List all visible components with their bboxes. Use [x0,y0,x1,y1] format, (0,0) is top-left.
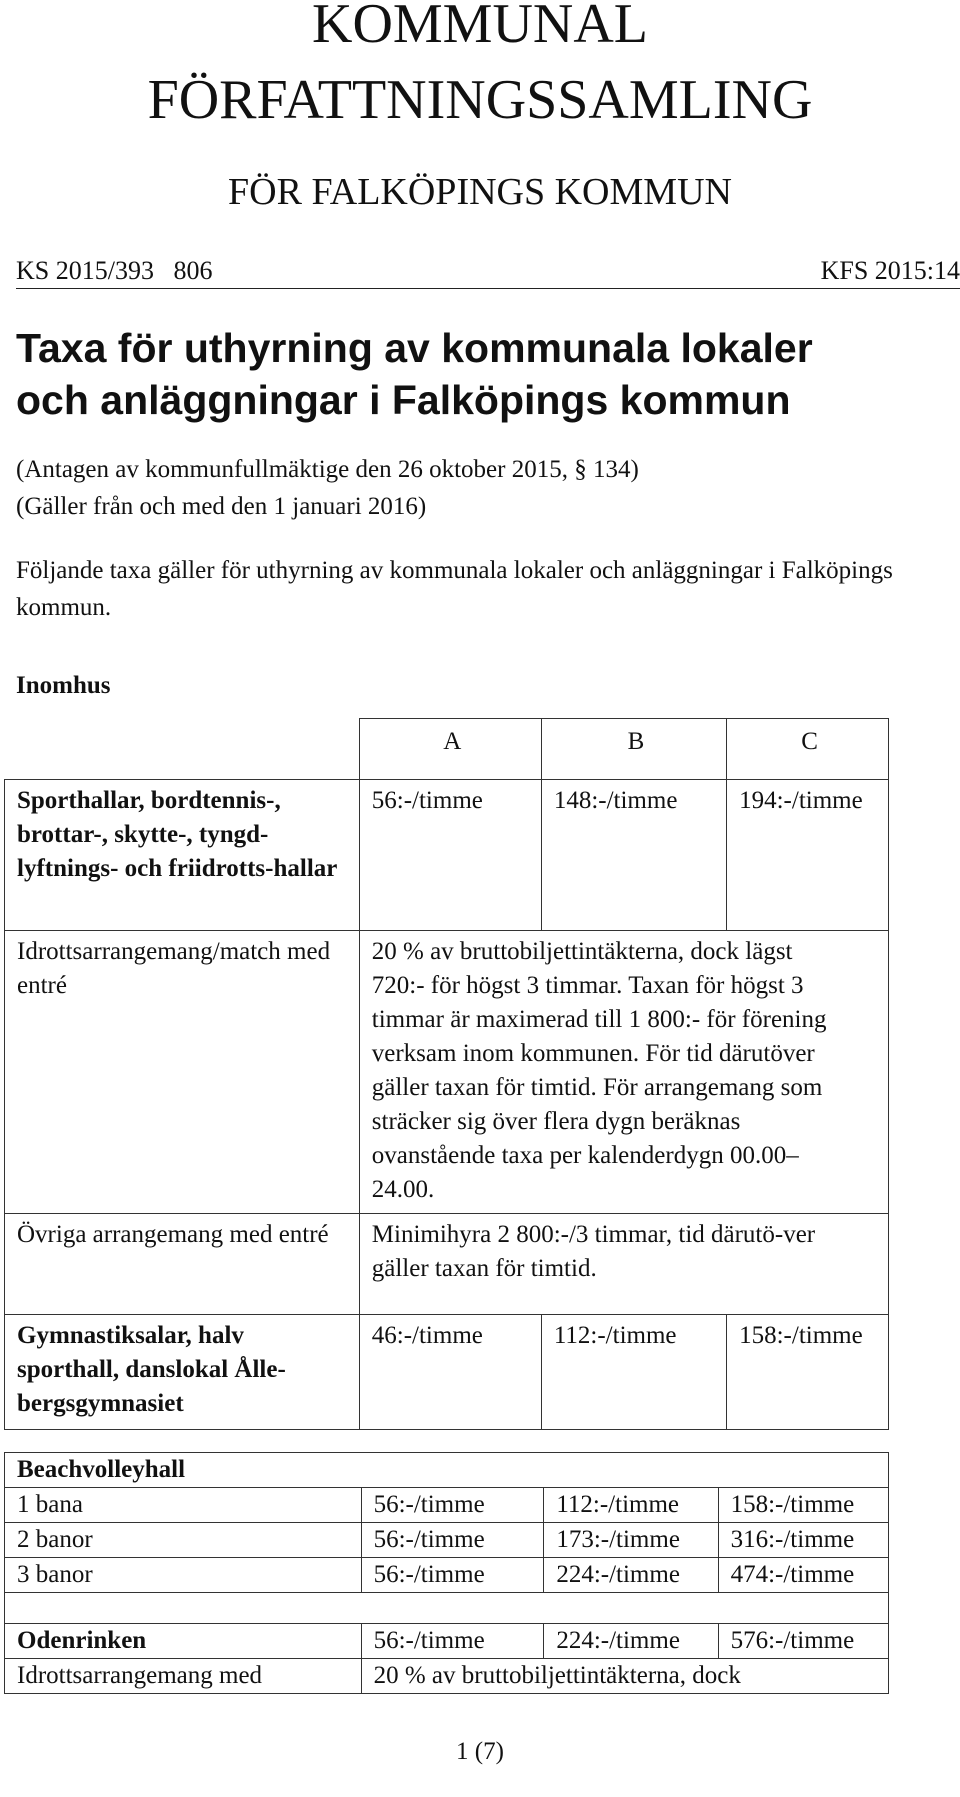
adopted-text: (Antagen av kommunfullmäktige den 26 oktober 2015, § 134) [16,456,639,483]
table-row [5,931,889,1214]
table-row [5,1453,889,1488]
rate-c: 316:-/timme [718,1523,888,1558]
table-row [5,780,889,931]
rate-a: 56:-/timme [361,1488,544,1523]
reference-line [16,256,960,289]
document-header-title [0,0,960,130]
valid-from-text: (Gäller från och med den 1 januari 2016) [16,493,427,520]
beach-rates-table [4,1452,889,1694]
column-header-a: A [359,719,541,780]
rate-b: 148:-/timme [541,780,726,931]
page-number: 1 (7) [456,1738,504,1765]
table-row [5,1315,889,1430]
row-label: 2 banor [5,1523,362,1558]
row-label: Idrottsarrangemang med [5,1659,362,1694]
rate-c: 576:-/timme [718,1624,888,1659]
table-header-row [5,719,889,780]
row-label: Gymnastiksalar, halv sporthall, danslokal Ålle-bergsgymnasiet [5,1315,360,1430]
table-row [5,1488,889,1523]
rate-description: Minimihyra 2 800:-/3 timmar, tid därutö-ver gäller taxan för timtid. [359,1214,888,1315]
header-title-line2: FÖRFATTNINGSSAMLING [147,69,813,131]
rate-b: 224:-/timme [544,1558,718,1593]
rate-b: 173:-/timme [544,1523,718,1558]
row-label: Sporthallar, bordtennis-, brottar-, skytte-, tyngd-lyftnings- och friidrotts-hallar [5,780,360,931]
rate-a: 56:-/timme [361,1624,544,1659]
rate-c: 474:-/timme [718,1558,888,1593]
table-row [5,1523,889,1558]
column-header-c: C [727,719,889,780]
row-label: Odenrinken [5,1624,362,1659]
table-row [5,1659,889,1694]
rate-b: 112:-/timme [541,1315,726,1430]
rate-b: 112:-/timme [544,1488,718,1523]
table-spacer-row [5,1593,889,1624]
row-label: Övriga arrangemang med entré [5,1214,360,1315]
beach-heading: Beachvolleyhall [5,1453,889,1488]
main-rates-table [4,718,889,1430]
document-title-line1: Taxa för uthyrning av kommunala lokaler [16,325,813,371]
spacer-cell [5,1593,889,1624]
rate-a: 56:-/timme [361,1523,544,1558]
reference-right: KFS 2015:14 [820,256,960,285]
table-row [5,1558,889,1593]
rate-b: 224:-/timme [544,1624,718,1659]
header-title-line1: KOMMUNAL [312,0,648,55]
table-row [5,1214,889,1315]
intro-paragraph: Följande taxa gäller för uthyrning av kommunala lokaler och anläggningar i Falköpings kommun. [16,557,893,621]
rate-a: 56:-/timme [359,780,541,931]
section-heading: Inomhus [16,672,111,699]
row-label: 1 bana [5,1488,362,1523]
rate-a: 56:-/timme [361,1558,544,1593]
rate-description: 20 % av bruttobiljettintäkterna, dock [361,1659,888,1694]
rate-description: 20 % av bruttobiljettintäkterna, dock lägst 720:- för högst 3 timmar. Taxan för högst 3 timmar är maximerad till 1 800:- för förening verksam inom kommunen. För tid därutöver gäller taxan för timtid. För arrangemang som sträcker sig över flera dygn beräknas ovanstående taxa per kalenderdygn 00.00–24.00. [359,931,888,1214]
rate-c: 158:-/timme [718,1488,888,1523]
header-subtitle: FÖR FALKÖPINGS KOMMUN [228,171,732,213]
row-label: Idrottsarrangemang/match med entré [5,931,360,1214]
table-row [5,1624,889,1659]
rate-c: 158:-/timme [727,1315,889,1430]
rate-c: 194:-/timme [727,780,889,931]
reference-left: KS 2015/393 806 [16,256,213,285]
document-title [16,322,813,426]
row-label: 3 banor [5,1558,362,1593]
table-header-empty [5,719,360,780]
rate-a: 46:-/timme [359,1315,541,1430]
column-header-b: B [541,719,726,780]
document-title-line2: och anläggningar i Falköpings kommun [16,377,791,423]
adoption-note [16,451,639,525]
